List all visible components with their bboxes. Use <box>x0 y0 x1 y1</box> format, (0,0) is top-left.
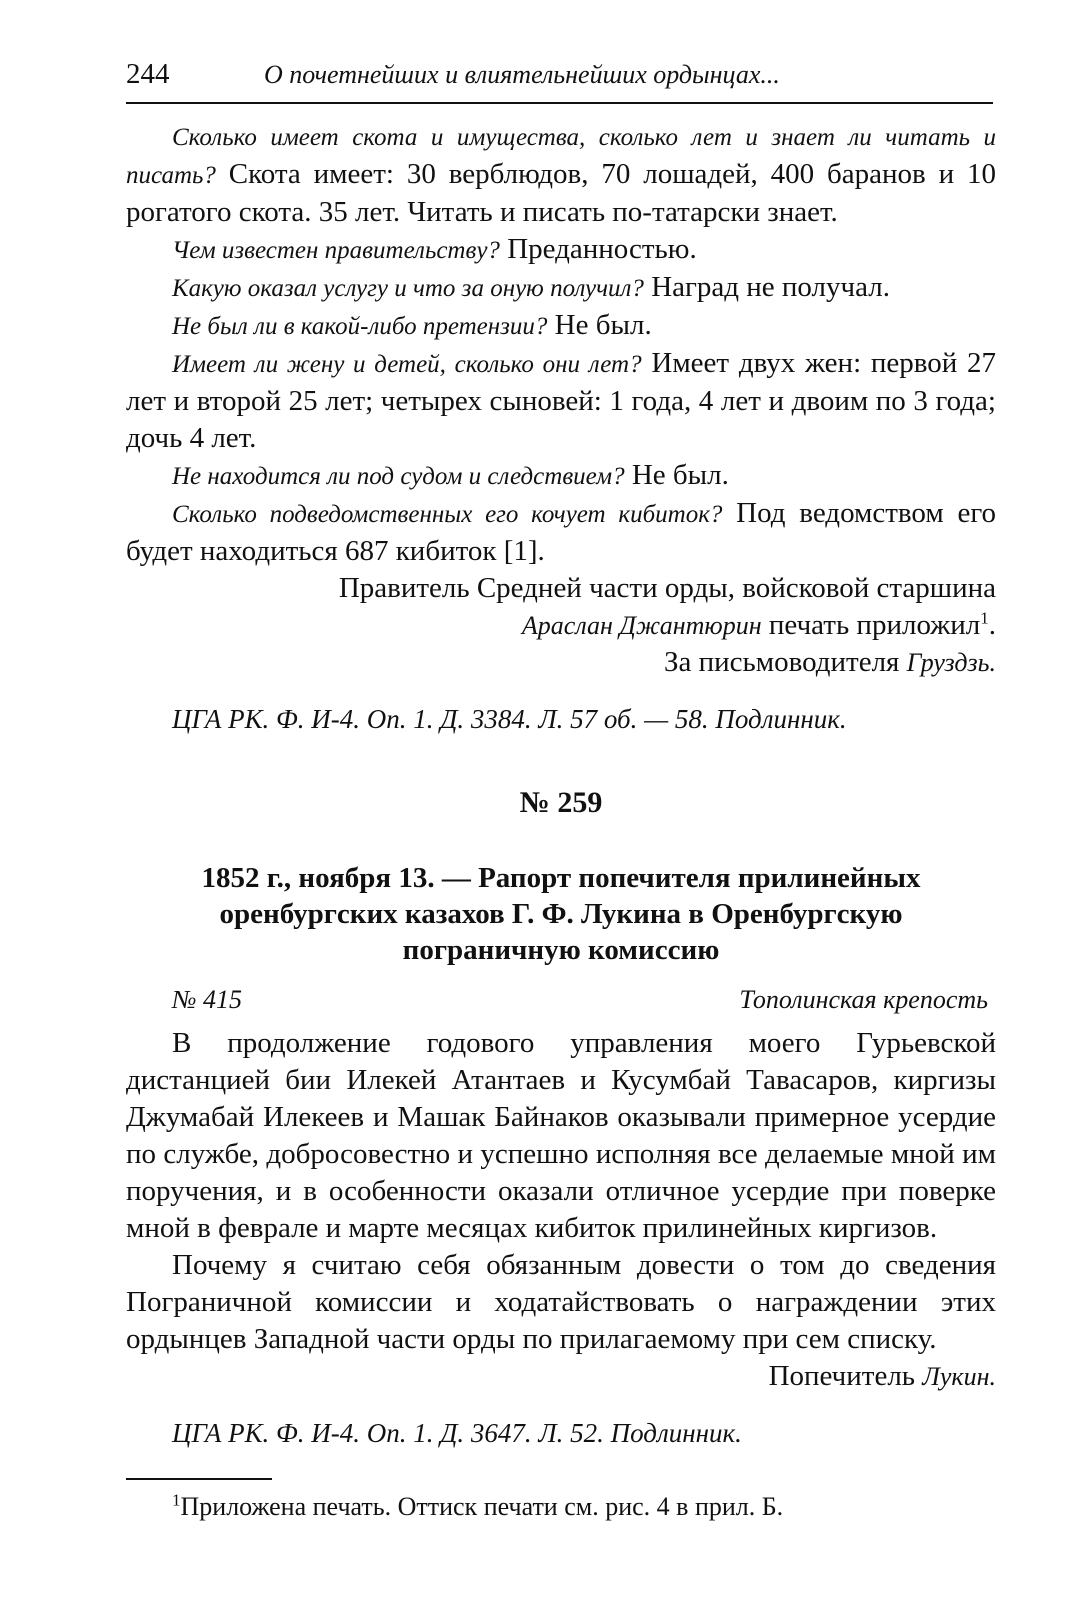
answer: Преданностью. <box>507 233 697 265</box>
clerk-label: За письмоводителя <box>663 646 907 678</box>
footnote-ref: 1 <box>980 608 989 628</box>
document-signature <box>126 1358 996 1395</box>
footnote-rule <box>126 1478 272 1480</box>
signature-title: Попечитель <box>768 1360 923 1392</box>
answer: Скота имеет: 30 верблюдов, 70 лошадей, 400 баранов и 10 рогатого скота. 35 лет. Читать и писать по-татарски знает. <box>126 158 996 228</box>
qa-item <box>126 495 996 570</box>
signature-line-2 <box>126 607 996 644</box>
signature-period: . <box>988 609 996 641</box>
signature-line-1: Правитель Средней части орды, войсковой старшина <box>338 572 996 604</box>
signature-line-3 <box>126 644 996 681</box>
document-title: 1852 г., ноября 13. — Рапорт попечителя прилинейных оренбургских казахов Г. Ф. Лукина в Оренбургскую пограничную комиссию <box>201 862 921 966</box>
footnote-text: Приложена печать. Оттиск печати см. рис. 4 в прил. Б. <box>180 1492 784 1521</box>
footnote <box>172 1490 996 1524</box>
running-title: О почетнейших и влиятельнейших ордынцах... <box>264 60 780 89</box>
question: Сколько подведомственных его кочует кибиток? <box>172 501 723 528</box>
qa-item <box>126 118 996 231</box>
document-meta <box>172 980 996 1020</box>
qa-item <box>126 345 996 457</box>
header-rule <box>126 102 993 104</box>
question: Имеет ли жену и детей, сколько они лет? <box>172 351 642 378</box>
answer: Не был. <box>631 459 729 491</box>
document-place: Тополинская крепость <box>739 985 988 1014</box>
archive-reference: ЦГА РК. Ф. И-4. Оп. 1. Д. 3647. Л. 52. Подлинник. <box>172 1418 742 1448</box>
footnote-marker: 1 <box>172 1490 181 1510</box>
page-number: 244 <box>126 58 170 90</box>
document-page <box>126 52 996 1524</box>
question: Чем известен правительству? <box>172 237 500 264</box>
reference-number: № 415 <box>172 985 243 1014</box>
answer: Имеет двух жен: первой 27 лет и второй 25 лет; четырех сыновей: 1 года, 4 лет и двоим по 3 года; дочь 4 лет. <box>126 347 997 454</box>
body-paragraph: В продолжение годового управления моего Гурьевской дистанцией бии Илекей Атантаев и Кусумбай Тавасаров, киргизы Джумабай Илекеев и Машак Байнаков оказывали примерное усердие по службе, добросовестно и успешно исполняя все делаемые мной им поручения, и в особенности оказали отличное усердие при поверке мной в феврале и марте месяцах кибиток прилинейных киргизов. <box>126 1027 996 1244</box>
question: Не находится ли под судом и следствием? <box>172 463 625 490</box>
answer: Наград не получал. <box>651 271 890 303</box>
answer: Под ведомством его будет находиться 687 кибиток [1]. <box>126 497 997 567</box>
signatory-name: Араслан Джантюрин <box>521 611 762 640</box>
qa-item <box>126 457 996 495</box>
qa-item <box>126 231 996 269</box>
qa-item <box>126 307 996 345</box>
body-paragraph: Почему я считаю себя обязанным довести о том до сведения Пограничной комиссии и ходатайствовать о награждении этих ордынцев Западной части орды по прилагаемому при сем списку. <box>126 1249 996 1355</box>
signatory-name: Лукин. <box>922 1362 996 1391</box>
answer: Не был. <box>554 309 652 341</box>
page-header <box>126 52 996 97</box>
question: Сколько имеет скота и имущества, сколько лет и знает ли читать и писать? <box>126 124 996 189</box>
document-number: № 259 <box>519 786 603 819</box>
signature-text: печать приложил <box>761 609 981 641</box>
qa-item <box>126 269 996 307</box>
question: Не был ли в какой-либо претензии? <box>172 313 548 340</box>
clerk-name: Груздзь. <box>906 648 996 677</box>
archive-reference: ЦГА РК. Ф. И-4. Оп. 1. Д. 3384. Л. 57 об. — 58. Подлинник. <box>172 704 847 734</box>
question: Какую оказал услугу и что за оную получил? <box>172 275 644 302</box>
